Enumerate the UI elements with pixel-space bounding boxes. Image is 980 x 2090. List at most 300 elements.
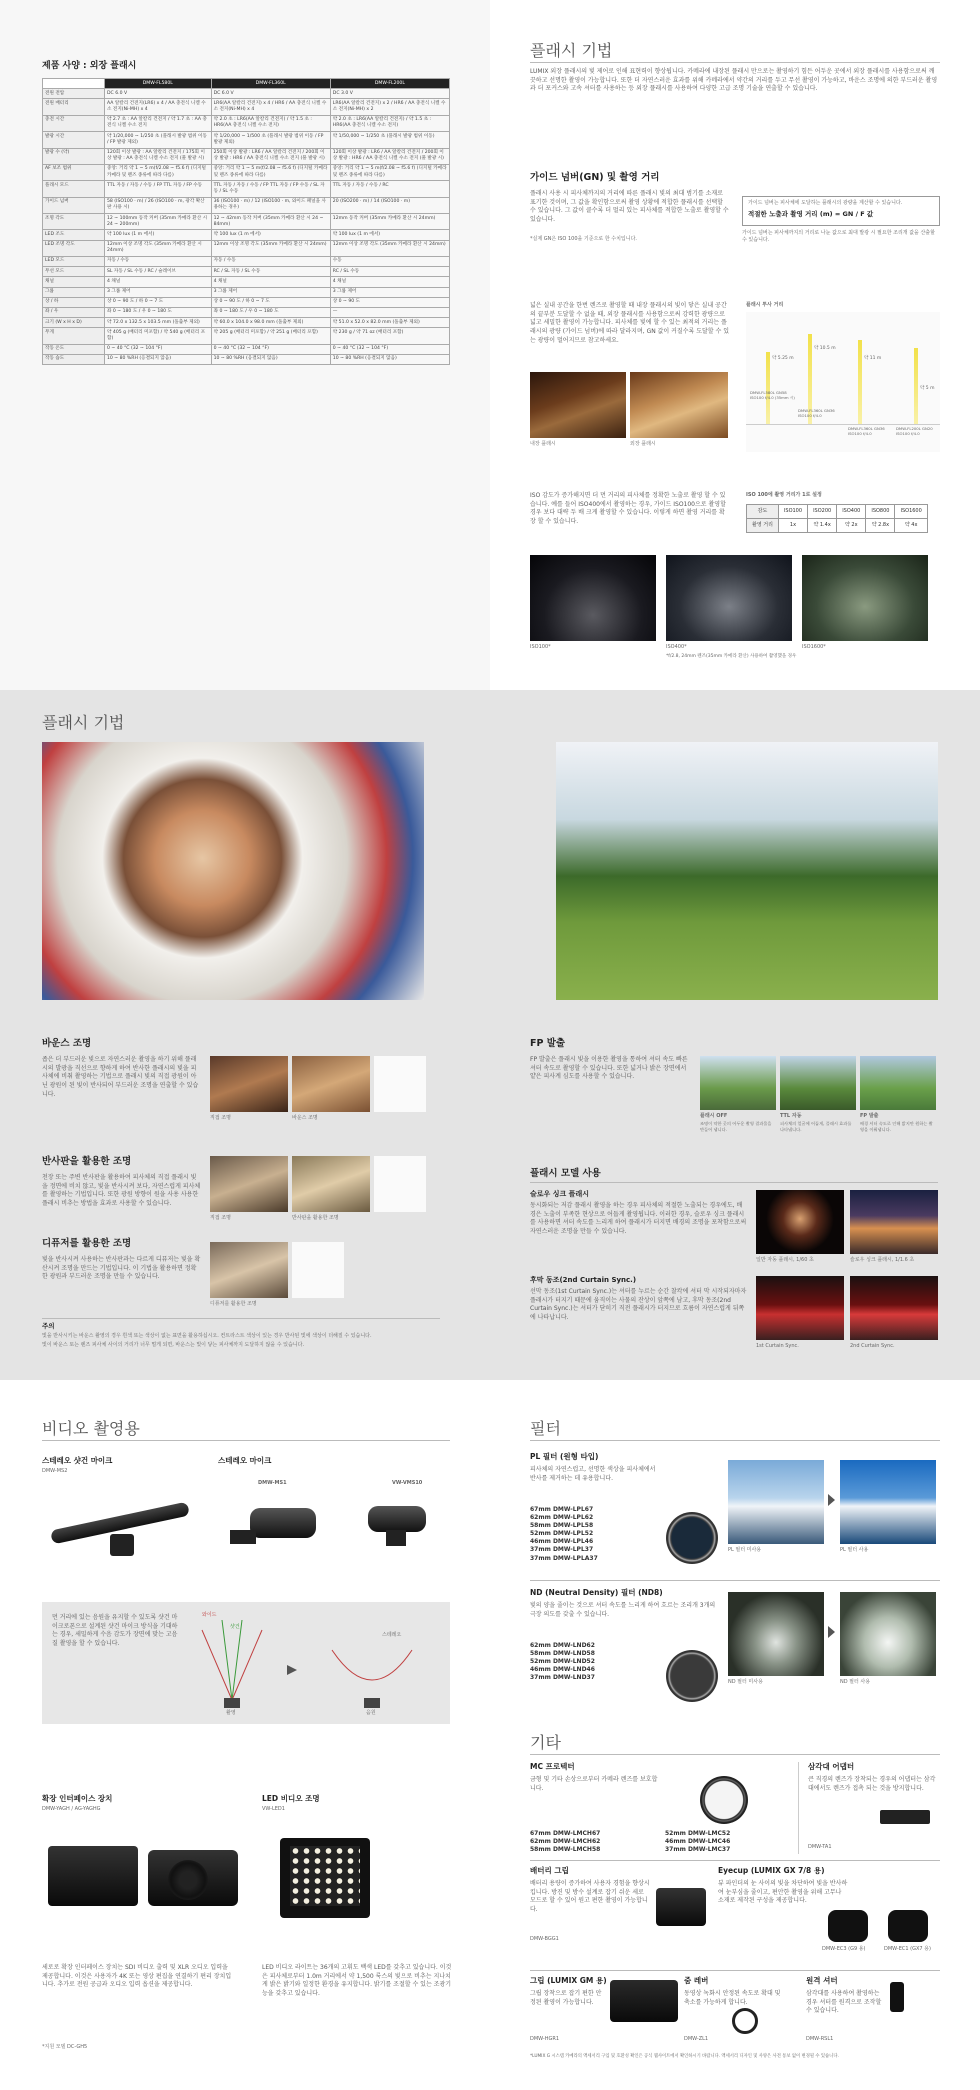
spec-row [43,89,450,99]
led-light-image [270,1828,390,1938]
shotgun-mic-title: 스테레오 샷건 마이크 [42,1456,113,1465]
note-title: 주의 [42,1322,55,1330]
spec-cell: 0 ~ 40 °C (32 ~ 104 °F) [105,344,212,354]
iso-value-cell: 약 2.8x [866,518,895,532]
spec-cell: 250회 이상 발광 : LR6 / AA 알칼리 건전지 / 200회 이상 발광 : HR6 / AA 충전식 니켈 수소 전지 (풀 발광 시) [211,148,330,164]
spec-row-label: 발광 시간 [43,132,105,148]
pl-filter-image [666,1512,718,1564]
eyecup-text: 뷰 파인더의 눈 사이의 빛을 차단하여 빛을 반사하여 눈부심을 줄이고, 편안한 촬영을 위해 고무나 소재로 제작된 구성을 제공합니다. [718,1880,848,1905]
chevron-right-icon [828,1626,835,1638]
iso-value-cell: 약 2x [837,518,866,532]
mode-title-rule [530,1182,938,1183]
iso-value-cell: 1x [778,518,807,532]
spec-cell: 자동 / 수동 [211,256,330,266]
mic-explain-box [42,1602,450,1724]
iso-caption: ISO100* [530,644,551,650]
reflector-title: 반사판을 활용한 조명 [42,1156,132,1167]
spec-cell: 상 0 ~ 90 도 / 하 0 ~ 7 도 [211,297,330,307]
interface-unit-body [48,1846,138,1906]
flash-tech2-title: 플래시 기법 [42,713,125,732]
tripod-rule [798,1762,799,1854]
spec-row-label: 전원 전압 [43,89,105,99]
fp-caption-note: 배경 셔터 속도로 인해 밝지만 원하는 촬영을 이뤄냅니다. [860,1121,933,1132]
nd-caption: ND 필터 사용 [840,1679,871,1685]
iso-photo-400 [666,555,792,641]
slow-sync-text: 동시화되는 저감 플래시 촬영을 하는 경우 피사체의 적절한 노출되는 경우에도, 배경은 노출이 부족한 현상으로 어둡게 촬영됩니다. 이러한 경우, 슬로우 싱크 플래시를 사용하면 셔터 속도를 느리게 하여 플래시가 터지면 배경의 조명을 포착함으로써 자연스러운 조명을 만들 수 있습니다. [530,1202,747,1236]
remote-shutter-title: 원격 셔터 [806,1976,838,1985]
camera-lens [168,1860,208,1900]
iso-header-cell: ISO400 [837,505,866,519]
spec-cell: 약 2.0 초 : LR6(AA 알칼리 건전지) / 약 1.5 초 : HR6(AA 충전식 니켈 수소 전지) [330,115,449,131]
mode-title: 플래시 모델 사용 [530,1168,601,1179]
spec-cell: 약 100 lux (1 m 에서) [211,230,330,240]
iso-note: *f/2.8, 24mm 렌즈(35mm 카메라 환산) 사용하여 촬영했을 경우 [666,654,797,659]
spec-cell: 3 그룹 제어 [211,287,330,297]
divider [530,62,940,63]
spec-cell: TTL 자동 / 자동 / 수동 / FP TTL 자동 / FP 수동 / SL 자동 / SL 수동 [211,181,330,197]
model-item: 37mm DMW-LPL37 [530,1546,594,1554]
diffuser-photo [210,1242,288,1298]
fp-photo-off [700,1056,776,1110]
gm-grip-image [610,1980,678,2022]
spec-cell: DC 3.0 V [330,89,449,99]
iso-table-values [747,518,928,532]
reach-diagram [746,312,940,452]
pl-caption: PL 필터 사용 [840,1547,869,1553]
stereo-mic-image [230,1500,322,1550]
tripod-adapter-title: 삼각대 어댑터 [808,1762,855,1771]
spec-row [43,240,450,256]
led-light-text: LED 비디오 라이트는 36개의 고휘도 백색 LED를 갖추고 있습니다. 이것은 피사체로부터 1.0m 거리에서 약 1,500 룩스의 빛으로 비추는 지나치게 밝은 밝기와 일정한 환경을 유지합니다. 밝기를 조절할 수 있는 조광기능을 갖추고 있습니다. [262,1964,452,1998]
model-item: 62mm DMW-LPL62 [530,1514,594,1522]
reach-beam [858,340,862,424]
stereo-pattern-arc [332,1650,412,1680]
reach-model-label: DMW-FL360L GN36 ISO100 f/4.0 [848,426,885,437]
gn-formula-note: 가이드 넘버는 피사체까지의 거리로 나눈 값으로 최대 발광 시 필요한 조리개 값을 산출할 수 있습니다. [742,230,935,243]
chevron-right-icon [828,1494,835,1506]
spec-row [43,181,450,197]
bounce-photo-direct [210,1056,288,1112]
iso-header-cell: 감도 [747,505,779,519]
bounce-caption: 직접 조명 [210,1115,231,1121]
reflector-text: 천장 또는 주변 반사판을 활용하여 피사체의 직접 플래시 빛을 정면에 비치 않고, 빛을 반사시켜 보다, 자연스럽게 피사체를 촬영하는 기법입니다. 또한 광원 방향이 원을 사용 사용한 플래시 비추는 방법을 효과로 사용할 수 있습니다. [42,1174,201,1208]
reflector-caption: 반사판을 활용한 조명 [292,1215,339,1221]
bounce-diagram [374,1056,426,1112]
gn-formula-box [742,196,940,226]
spec-row [43,164,450,180]
mic-diagram-label: 스테레오 [382,1632,402,1638]
flash-tech2-panel [0,690,980,1380]
flash-tech-panel [490,0,980,690]
model-item: 46mm DMW-LMC46 [665,1838,731,1846]
reach-value: 약 10.5 m [814,346,836,351]
divider [530,1754,940,1755]
eyecup-model: DMW-EC1 (GX7 용) [884,1946,931,1952]
spec-cell: — [330,307,449,317]
nd-filter-title: ND (Neutral Density) 필터 (ND8) [530,1588,663,1597]
reach-beam [914,348,918,424]
spec-row-label: 플래시 모드 [43,181,105,197]
iso-header-cell: ISO100 [778,505,807,519]
spec-row-label: LED 조명 각도 [43,240,105,256]
spec-cell: 12mm 이상 조명 각도 (35mm 카메라 환산 시 24mm) [330,240,449,256]
spec-cell: 3 그룹 제어 [105,287,212,297]
reflector-caption: 직접 조명 [210,1215,231,1221]
spec-table [42,78,450,365]
reach-model-label: DMW-FL200L GN20 ISO100 f/4.0 [896,426,933,437]
room-photo-external [630,372,728,438]
iso-caption: ISO1600* [802,644,826,650]
stereo-mic-title: 스테레오 마이크 [218,1456,272,1465]
nd-photo-with [840,1592,936,1676]
rear-sync-photo-1st [756,1276,844,1340]
footnote: *LUMIX G 시스템 카메라의 액세서리 구입 및 호환성 확인은 공식 웹사이트에서 확인하시기 바랍니다. 액세서리 디자인 및 사양은 사전 통보 없이 변경될 수 있습니다. [530,2054,839,2059]
slow-sync-caption: 슬로우 싱크 플래시, 1/1.6 초 [850,1257,915,1263]
tripod-adapter-image [880,1810,930,1824]
spec-row-label: AF 보조 범위 [43,164,105,180]
reflector-photo-reflector [292,1156,370,1212]
flash-tech-intro: LUMIX 외장 플래시의 빛 제어로 인해 표현력이 향상됩니다. 카메라에 내장된 플래시 만으로는 촬영하기 힘든 어두운 곳에서 외장 플래시를 사용함으로써 깨끗하고 선명한 촬영이 가능합니다. 또한 더 자연스러운 효과를 위해 카메라에서 약간의 거리를 두고 무선 촬영이 가능하고, 바운스 조명에 의한 부드러운 촬영과 더 포커스와 고속 셔터를 사용하는 등 외장 플래시를 사용하여 다양한 고급 조명 기술을 연출할 수 있습니다. [530,68,938,93]
spec-cell: LR6(AA 알칼리 건전지) x 2 / HR6 / AA 충전식 니켈 수소 전지(Ni-MH) x 2 [330,99,449,115]
mc-protector-title: MC 프로텍터 [530,1762,575,1771]
model-item: 67mm DMW-LMCH67 [530,1830,601,1837]
hero-photo-girl-teddy [42,742,424,1000]
mic-mount [110,1534,134,1556]
divider [530,1860,940,1861]
reach-value: 약 11 m [864,356,882,361]
fp-caption-note: 피사체의 얼굴에 어둡게, 플래시 효과를 나타냅니다. [780,1121,852,1132]
nd-caption: ND 필터 미사용 [728,1679,763,1685]
gn-formula-line: 가이드 넘버는 피사체에 도달하는 플래시의 광량을 계산할 수 있습니다. [748,200,903,206]
spec-header-blank [43,79,105,89]
fp-title: FP 발출 [530,1038,566,1049]
fp-photo-fp [860,1056,936,1110]
spec-cell: 10 ~ 80 %RH (응결되지 않음) [211,354,330,364]
spec-cell: 약 100 lux (1 m 에서) [105,230,212,240]
spec-cell: 0 ~ 40 °C (32 ~ 104 °F) [330,344,449,354]
spec-cell: 중앙: 거리 약 1 ~ 5 m(f/2.08 ~ f5.6 f) (디지털 카메라 및 렌즈 종류에 따라 다름) [211,164,330,180]
arrow-icon [287,1665,297,1675]
model-item: 67mm DMW-LPL67 [530,1506,594,1513]
iso-header-cell: ISO200 [808,505,837,519]
interface-unit-title: 확장 인터페이스 장치 [42,1794,113,1803]
iso-value-cell: 약 1.4x [808,518,837,532]
model-item: 62mm DMW-LND62 [530,1642,595,1649]
spec-cell: TTL 자동 / 자동 / 수동 / FP TTL 자동 / FP 수동 [105,181,212,197]
spec-row-label: 작동 습도 [43,354,105,364]
mic-explain-text: 먼 거리에 있는 음원을 유지할 수 있도록 샷건 마이크로폰으로 설계된 샷건 마이크 방식을 기대하는 경우, 세밀하게 수음 감도가 장면에 맞는 고음질 촬영을 할 수 있습니다. [52,1614,178,1648]
spec-cell: RC / SL 수동 [330,267,449,277]
spec-row [43,148,450,164]
spec-cell: 수동 [330,256,449,266]
eyecup-image [888,1910,928,1942]
remote-shutter-model: DMW-RSL1 [806,2036,834,2042]
spec-row [43,214,450,230]
divider [530,1580,940,1581]
interface-unit-note: *지원 모델 DC-GH5 [42,2044,88,2050]
spec-row-label: 충전 시간 [43,115,105,131]
spec-row [43,354,450,364]
reflector-diagram [374,1156,426,1212]
gn-note: *실제 GN은 ISO 100을 기준으로 한 수치입니다. [530,236,637,242]
slow-sync-caption: 일반 자동 플래시, 1/60 초 [756,1257,814,1263]
iso-table [746,504,928,533]
mic-diagram-label: 샷건 [230,1624,240,1630]
spec-cell: AA 알칼리 건전지(LR6) x 4 / AA 충전식 니켈 수소 전지(Ni-MH) x 4 [105,99,212,115]
room-text: 넓은 실내 공간을 한번 렌즈로 촬영할 때 내장 플래시의 빛이 닿은 실내 공간의 끝부분 도달할 수 없을 때, 외장 플래시를 사용함으로써 강력한 광량으로 넓고 세밀한 촬영이 가능합니다. 피사체를 빛에 할 수 있는 최적의 거리는 플래시의 광량 (가이드 넘버)에 따라 달라지며, GN 값이 커질수록 도달할 수 있는 광량이 멀어지므로 참고하세요. [530,302,729,344]
spec-cell: 120회 이상 발광 : LR6 / AA 알칼리 건전지 / 200회 이상 발광 : HR6 / AA 충전식 니켈 수소 전지 (풀 발광 시) [330,148,449,164]
diffuser-diagram [292,1242,344,1298]
spec-row [43,328,450,344]
spec-row-label: 좌 / 우 [43,307,105,317]
bounce-text: 좁은 더 부드러운 빛으로 자연스러운 촬영을 하기 위해 플래시의 발광을 직선으로 향하게 하여 반사한 플래시의 빛을 피사체에 비춰 촬영하는 기법으로 플래시 빛의 직접 광원이 아닌 광원이 된 빛이 반사되어 부드러운 조명을 연출할 수 있습니다. [42,1056,199,1098]
reach-title: 플래시 투사 거리 [746,302,784,308]
nd-filter-image [666,1650,718,1702]
eyecup-model: DMW-EC3 (G9 용) [822,1946,866,1952]
spec-cell: 약 405 g (배터리 미포함) / 약 540 g (배터리 포함) [105,328,212,344]
spec-cell: 4 채널 [105,277,212,287]
spec-cell: 0 ~ 40 °C (32 ~ 104 °F) [211,344,330,354]
spec-row-label: LED 조도 [43,230,105,240]
divider [530,1970,940,1971]
reach-model-label: DMW-FL580L GN58 ISO100 f/4.0 (35mm 시) [750,390,795,401]
battery-grip-model: DMW-BGG1 [530,1936,559,1942]
spec-cell: 4 채널 [211,277,330,287]
rear-sync-caption: 2nd Curtain Sync. [850,1343,895,1349]
rear-sync-text: 선막 동조(1st Curtain Sync.)는 셔터를 누르는 순간 찰칵에 셔터 막 시작되자마자 플래시가 터지기 때문에 움직이는 사물의 잔상이 앞쪽에 남고, 후막 동조(2nd Curtain Sync.)는 셔터가 닫히기 직전 플래시가 터지므로 흐름이 자연스럽게 뒤쪽에 나타납니다. [530,1288,747,1322]
spec-row [43,230,450,240]
spec-cell: 10 ~ 80 %RH (응결되지 않음) [105,354,212,364]
spec-cell: DC 6.0 V [211,89,330,99]
nd-filter-text: 빛의 양을 줄이는 것으로 셔터 속도를 느리게 하여 흐르는 조리개 3개의 극장 의도를 갖출 수 있습니다. [530,1602,716,1618]
spec-row-label: 무게 [43,328,105,344]
spec-cell: 36 (ISO100 · m) / 12 (ISO100 · m, 와이드 패널을 사용하는 경우) [211,197,330,213]
model-item: 46mm DMW-LND46 [530,1666,595,1674]
spec-row-label: 가이드 넘버 [43,197,105,213]
spec-cell: 12mm 이상 조명 각도 (35mm 카메라 환산 시 24mm) [105,240,212,256]
camera-icon [224,1698,240,1708]
model-item: 62mm DMW-LMCH62 [530,1838,601,1846]
mc-protector-text: 금형 및 기타 손상으로부터 카메라 렌즈를 보호합니다. [530,1776,658,1792]
spec-cell: 약 51.0 x 52.0 x 82.0 mm (돌출부 제외) [330,318,449,328]
stereo-mic-image [358,1500,438,1550]
interface-unit-text: 세로로 확장 인터페이스 장치는 SDI 비디오 출력 및 XLR 오디오 입력을 제공합니다. 이것은 사용자가 4K 또는 영상 편집을 연결하기 편리 장치입니다. 추가로 전원 공급과 오디오 입력 옵션을 제공합니다. [42,1964,232,1989]
spec-cell: 좌 0 ~ 180 도 / 우 0 ~ 180 도 [211,307,330,317]
fp-caption-note: 조명이 약한 곳의 어두운 촬영 결과물을 만들어 냅니다. [700,1121,772,1132]
reach-floor [746,424,940,425]
spec-row-label: 조명 각도 [43,214,105,230]
spec-cell: 자동 / 수동 [105,256,212,266]
mc-protector-models [530,1830,800,1854]
mic-diagram-label: 음원 [366,1710,376,1716]
spec-cell: 상 0 ~ 90 도 / 하 0 ~ 7 도 [105,297,212,307]
spec-row [43,277,450,287]
model-item: 58mm DMW-LND58 [530,1650,595,1658]
divider [530,1440,940,1441]
gm-grip-model: DMW-HGR1 [530,2036,559,2042]
iso-photo-100 [530,555,656,641]
mic-mount [386,1530,406,1546]
gm-grip-title: 그립 (LUMIX GM 용) [530,1976,607,1985]
video-title: 비디오 촬영용 [42,1419,140,1438]
nd-filter-models [530,1642,656,1682]
nd-photo-without [728,1592,824,1676]
model-item: 58mm DMW-LMCH58 [530,1846,601,1854]
spec-cell: RC / SL 자동 / SL 수동 [211,267,330,277]
spec-cell: 중앙: 거리 약 1 ~ 5 m(f/2.08 ~ f5.6 f) (디지털 카메라 및 렌즈 종류에 따라 다름) [330,164,449,180]
battery-grip-text: 배터리 용량이 증가하여 사용자 경험을 향상시킵니다. 방진 및 방수 설계로 잡기 쉬운 세로 모드로 할 수 있어 원고 편한 촬영이 가능합니다. [530,1880,650,1914]
spec-row-label: 작동 온도 [43,344,105,354]
reach-value: 약 5.25 m [772,356,794,361]
shotgun-mic-image [50,1490,190,1560]
spec-row [43,297,450,307]
spec-cell: 중앙: 거리 약 1 ~ 5 m(f/2.08 ~ f5.6 f) (디지털 카메라 및 렌즈 종류에 따라 다름) [105,164,212,180]
rear-sync-photo-2nd [850,1276,938,1340]
spec-header-model: DMW-FL200L [330,79,449,89]
spec-row [43,267,450,277]
spec-row-label: 그룹 [43,287,105,297]
model-item: 58mm DMW-LPL58 [530,1522,594,1530]
fp-caption: 플래시 OFF [700,1113,728,1119]
spec-row-label: 무선 모드 [43,267,105,277]
iso-photo-1600 [802,555,928,641]
model-item: 52mm DMW-LND52 [530,1658,595,1666]
reach-model-label: DMW-FL360L GN36 ISO100 f/4.0 [798,408,835,419]
spec-cell: 약 230 g / 약 71 oz (배터리 포함) [330,328,449,344]
spec-cell: 약 205 g (배터리 미포함) / 약 251 g (배터리 포함) [211,328,330,344]
model-item: 52mm DMW-LMC52 [665,1830,731,1837]
spec-row-label: 크기 (W x H x D) [43,318,105,328]
divider [42,1440,450,1441]
mic-diagram-label: 와이드 [202,1612,217,1618]
eyecup-title: Eyecup (LUMIX GX 7/8 용) [718,1866,825,1875]
spec-header-model: DMW-FL360L [211,79,330,89]
note-item: 빛이 바운스 또는 렌즈 피사체 사이의 거리가 너무 멀게 되면, 바운스는 빛이 닿는 피사체까지 도달하지 않을 수 있습니다. [42,1341,305,1348]
spec-cell: 12 ~ 42mm 동작 커버 (35mm 카메라 환산 시 24 ~ 84mm) [211,214,330,230]
filters-panel [490,1380,980,2090]
pl-filter-title: PL 필터 (원형 타입) [530,1452,599,1461]
remote-shutter-image [890,1982,904,2012]
spec-cell: DC 6.0 V [105,89,212,99]
mic-body [368,1506,426,1532]
reflector-photo-direct [210,1156,288,1212]
gn-title: 가이드 넘버(GN) 및 촬영 거리 [530,172,660,183]
remote-shutter-text: 삼각대를 사용하여 촬영하는 경우 셔터를 원격으로 조작할 수 있습니다. [806,1990,882,2015]
model-item: 37mm DMW-LPLA37 [530,1554,598,1562]
spec-cell: 58 (ISO100 · m) / 26 (ISO100 · m, 광각 확산판 사용 시) [105,197,212,213]
spec-table-wrap [42,78,450,365]
interface-unit-image [48,1830,244,1930]
model-item: 37mm DMW-LMC37 [665,1846,731,1854]
slow-sync-photo-normal [756,1190,844,1254]
spec-cell: 12mm 이상 조명 각도 (35mm 카메라 환산 시 24mm) [211,240,330,256]
bounce-title: 바운스 조명 [42,1038,92,1049]
spec-row-label: 채널 [43,277,105,287]
led-panel [290,1846,360,1906]
spec-cell: 10 ~ 80 %RH (응결되지 않음) [330,354,449,364]
reach-value: 약 5 m [920,386,935,391]
diffuser-text: 빛을 반사시켜 사용하는 반사판과는 다르게 디퓨저는 빛을 확산시켜 조명을 만드는 기법입니다. 이 기법을 활용하면 정확한 광원과 부드러운 조명을 만들 수 있습니다. [42,1256,201,1281]
pl-filter-models [530,1506,656,1563]
room-caption: 외장 플래시 [630,441,656,447]
iso-table-title: ISO 100에 촬영 거리가 1로 설정 [746,492,822,498]
spec-cell: 약 2.7 초 : AA 알칼리 건전지 / 약 1.7 초 : AA 충전식 니켈 수소 전지 [105,115,212,131]
spec-table-body [43,89,450,365]
iso-table-header [747,505,928,519]
spec-title: 제품 사양 : 외장 플래시 [42,61,137,71]
tripod-adapter-model: DMW-TA1 [808,1844,832,1850]
flash-tech-title: 플래시 기법 [530,41,613,60]
room-caption: 내장 플래시 [530,441,556,447]
rear-sync-title: 후막 동조(2nd Curtain Sync.) [530,1276,637,1284]
mic-diagram-label: 촬영 [226,1710,236,1716]
fp-text: FP 발출은 플래시 빛을 이용한 촬영을 통하여 셔터 속도 빠른 셔터 속도로 촬영할 수 있습니다. 또한 넓거나 밝은 장면에서 얕은 피사계 심도를 사용할 수 있습니다. [530,1056,688,1081]
spec-cell: 약 60.0 x 104.0 x 98.0 mm (돌출부 제외) [211,318,330,328]
spec-cell: 약 72.0 x 132.5 x 103.5 mm (돌출부 제외) [105,318,212,328]
spec-row-label: 상 / 하 [43,297,105,307]
pl-photo-with [840,1460,936,1544]
tripod-adapter-text: 큰 직경의 렌즈가 장착되는 경우의 어댑터는 삼각대에서도 렌즈가 접촉 되는 것을 방지합니다. [808,1776,936,1792]
led-light-model: VW-LED1 [262,1806,285,1812]
spec-row [43,99,450,115]
slow-sync-title: 슬로우 싱크 플래시 [530,1190,589,1198]
spec-cell: 약 1/20,000 ~ 1/250 초 (플래시 발광 범위 이동 / FP 발광 제외) [105,132,212,148]
spec-cell: 약 100 lux (1 m 에서) [330,230,449,240]
rear-sync-caption: 1st Curtain Sync. [756,1343,799,1349]
spec-row-label: 발광 수 (약) [43,148,105,164]
iso-value-cell: 약 4x [895,518,927,532]
zoom-lever-model: DMW-ZL1 [684,2036,709,2042]
spec-cell: TTL 자동 / 자동 / 수동 / RC [330,181,449,197]
gn-text: 플래시 사용 시 피사체까지의 거리에 따른 플래시 빛의 최대 범기를 소재로 표기한 것이며, 그 값을 확인함으로써 촬영 상황에 적합한 플래시를 선택할 수 있습니다. 그 값이 클수록 더 멀리 있는 피사체를 적합한 노출로 촬영할 수 있습니다. [530,190,729,224]
spec-row [43,256,450,266]
bounce-photo-bounce [292,1056,370,1112]
spec-row [43,197,450,213]
spec-row [43,115,450,131]
spec-cell: 12mm 동작 커버 (35mm 카메라 환산 시 24mm) [330,214,449,230]
spec-row-label: LED 모드 [43,256,105,266]
spec-cell: 4 채널 [330,277,449,287]
spec-row [43,307,450,317]
slow-sync-photo-slow [850,1190,938,1254]
filters-title: 필터 [530,1419,561,1438]
model-item: 52mm DMW-LPL52 [530,1530,594,1538]
iso-caption: ISO400* [666,644,687,650]
video-panel [0,1380,490,2090]
camera-icon [364,1698,380,1708]
stereo-mic-model: DMW-MS1 [258,1480,287,1486]
battery-grip-title: 배터리 그립 [530,1866,569,1875]
led-light-title: LED 비디오 조명 [262,1794,320,1803]
fp-caption: TTL 자동 [780,1113,802,1119]
spec-row-label: 전원 배터리 [43,99,105,115]
mc-protector-image [700,1776,748,1824]
pl-filter-text: 피사체의 자연스럽고, 선명한 색상을 피사체에서 반사를 제거하는 데 유용합니다. [530,1466,656,1482]
pl-photo-without [728,1460,824,1544]
interface-unit-model: DMW-YAGH / AG-YAGHG [42,1806,101,1812]
spec-cell: 약 2.0 초 : LR6(AA 알칼리 건전지) / 약 1.5 초 : HR6(AA 충전식 니켈 수소 전지) [211,115,330,131]
hero-photo-girl-park [556,742,938,1000]
gm-grip-text: 그립 장착으로 잡기 편한 안정된 촬영이 가능합니다. [530,1990,602,2006]
iso-header-cell: ISO800 [866,505,895,519]
zoom-lever-text: 동영상 녹화시 안정된 속도로 확대 및 축소를 가능하게 합니다. [684,1990,781,2006]
iso-text: ISO 감도가 증가해지면 더 먼 거리의 피사체를 정확한 노출로 촬영 할 수 있습니다. 예를 들어 ISO400에서 촬영하는 경우, 가이드 ISO100으로 촬영할 경우 보다 대략 두 배 크게 촬영할 수 있습니다. 이렇게 하면 촬영 거리를 확장 할 수 있습니다. [530,492,726,526]
fp-photo-ttl [780,1056,856,1110]
bounce-caption: 바운스 조명 [292,1115,318,1121]
reach-beam [766,352,770,424]
stereo-mic-model: VW-VMS10 [392,1480,423,1486]
spec-row [43,318,450,328]
